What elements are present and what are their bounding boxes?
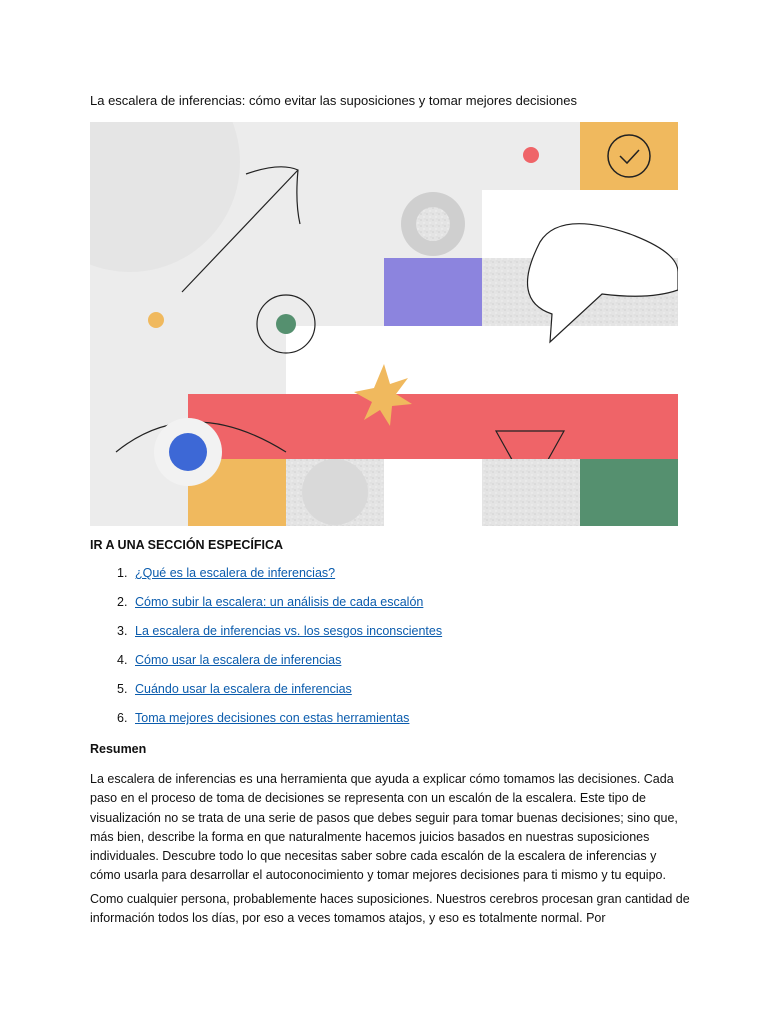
eye-pupil (169, 433, 207, 471)
toc-number: 6. (117, 711, 128, 725)
hero-illustration (90, 122, 678, 526)
step-white-wide (286, 326, 678, 394)
grey-ring-inner (416, 207, 450, 241)
toc-item (90, 566, 442, 595)
toc-link-como-subir[interactable]: Cómo subir la escalera: un análisis de cada escalón (135, 595, 424, 609)
toc-number: 3. (117, 624, 128, 638)
toc-number: 1. (117, 566, 128, 580)
toc-item (90, 711, 442, 740)
target-dot (276, 314, 296, 334)
summary-paragraph: La escalera de inferencias es una herramienta que ayuda a explicar cómo tomamos las decisiones. Cada paso en el proceso de toma de decisiones se representa con un escalón de la escalera. Este tipo de visualización no se trata de una serie de pasos que debes seguir para tomar buenas decisiones; sino que, más bien, describe la forma en que naturalmente hacemos juicios basados en nuestras suposiciones individuales. Descubre todo lo que necesitas saber sobre cada escalón de la escalera de inferencias y cómo usarla para desarrollar el autoconocimiento y tomar mejores decisiones para ti mismo y tu equipo. (90, 772, 678, 883)
bottom-grey-circle (302, 459, 368, 525)
yellow-dot (148, 312, 164, 328)
bottom-white-block (384, 459, 482, 526)
yellow-check-block (580, 122, 678, 190)
body-paragraph: Como cualquier persona, probablemente haces suposiciones. Nuestros cerebros procesan gran cantidad de información todos los días, por eso a veces tomamos atajos, y eso es totalmente normal. Por (90, 892, 690, 926)
step-purple-block (384, 258, 482, 326)
toc-link-herramientas[interactable]: Toma mejores decisiones con estas herramientas (135, 711, 410, 725)
summary-heading: Resumen (90, 742, 147, 756)
bottom-speckle-block-2 (482, 459, 580, 526)
step-red-bar (188, 394, 678, 459)
toc-item (90, 595, 442, 624)
toc-link-que-es[interactable]: ¿Qué es la escalera de inferencias? (135, 566, 336, 580)
toc-link-como-usar[interactable]: Cómo usar la escalera de inferencias (135, 653, 342, 667)
table-of-contents (90, 566, 442, 740)
toc-number: 2. (117, 595, 128, 609)
red-dot (523, 147, 539, 163)
toc-item (90, 653, 442, 682)
toc-item (90, 682, 442, 711)
section-heading: IR A UNA SECCIÓN ESPECÍFICA (90, 538, 284, 552)
bottom-green-block (580, 459, 678, 526)
toc-link-vs-sesgos[interactable]: La escalera de inferencias vs. los sesgos inconscientes (135, 624, 443, 638)
toc-link-cuando-usar[interactable]: Cuándo usar la escalera de inferencias (135, 682, 352, 696)
toc-number: 4. (117, 653, 128, 667)
toc-number: 5. (117, 682, 128, 696)
page-title: La escalera de inferencias: cómo evitar las suposiciones y tomar mejores decisiones (90, 93, 578, 108)
toc-item (90, 624, 442, 653)
